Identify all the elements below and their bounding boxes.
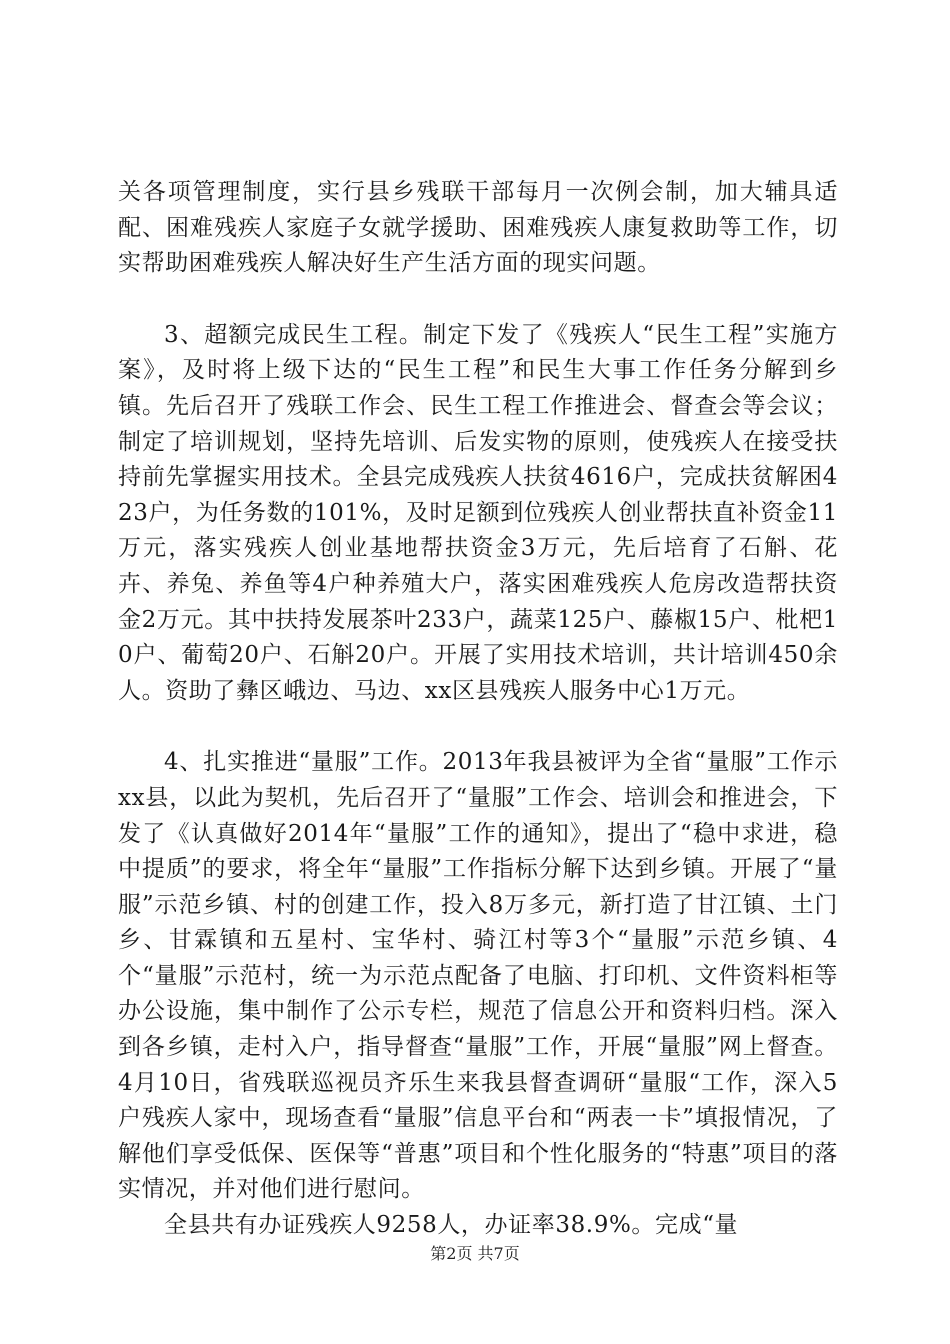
paragraph-livelihood-project: 3、超额完成民生工程。制定下发了《残疾人“民生工程”实施方案》，及时将上级下达的“民生工程”和民生大事工作任务分解到乡镇。先后召开了残联工作会、民生工程工作推进会、督查会等会议；制定了培训规划，坚持先培训、后发实物的原则，使残疾人在接受扶持前先掌握实用技术。全县完成残疾人扶贫4616户，完成扶贫解困423户，为任务数的101%，及时足额到位残疾人创业帮扶直补资金11万元，落实残疾人创业基地帮扶资金3万元，先后培育了石斛、花卉、养兔、养鱼等4户种养殖大户，落实困难残疾人危房改造帮扶资金2万元。其中扶持发展茶叶233户，蔬菜125户、藤椒15户、枇杷10户、葡萄20户、石斛20户。开展了实用技术培训，共计培训450余人。资助了彝区峨边、马边、xx区县残疾人服务中心1万元。 <box>118 321 838 704</box>
paragraph-continuation: 关各项管理制度，实行县乡残联干部每月一次例会制，加大辅具适配、困难残疾人家庭子女就学援助、困难残疾人康复救助等工作，切实帮助困难残疾人解决好生产生活方面的现实问题。 <box>118 179 838 277</box>
paragraph-certificate-stats: 全县共有办证残疾人9258人，办证率38.9%。完成“量 <box>164 1212 739 1239</box>
page-number-footer: 第2页 共7页 <box>430 1244 520 1263</box>
document-body <box>118 175 838 1244</box>
paragraph-liangfu-work: 4、扎实推进“量服”工作。2013年我县被评为全省“量服”工作示xx县，以此为契机，先后召开了“量服”工作会、培训会和推进会，下发了《认真做好2014年“量服”工作的通知》，提出了“稳中求进，稳中提质”的要求，将全年“量服”工作指标分解下达到乡镇。开展了“量服”示范乡镇、村的创建工作，投入8万多元，新打造了甘江镇、土门乡、甘霖镇和五星村、宝华村、骑江村等3个“量服”示范乡镇、4个“量服”示范村，统一为示范点配备了电脑、打印机、文件资料柜等办公设施，集中制作了公示专栏，规范了信息公开和资料归档。深入到各乡镇，走村入户，指导督查“量服”工作，开展“量服”网上督查。4月10日，省残联巡视员齐乐生来我县督查调研“量服“工作，深入5户残疾人家中，现场查看“量服”信息平台和“两表一卡”填报情况，了解他们享受低保、医保等“普惠”项目和个性化服务的“特惠”项目的落实情况，并对他们进行慰问。 <box>118 749 838 1203</box>
